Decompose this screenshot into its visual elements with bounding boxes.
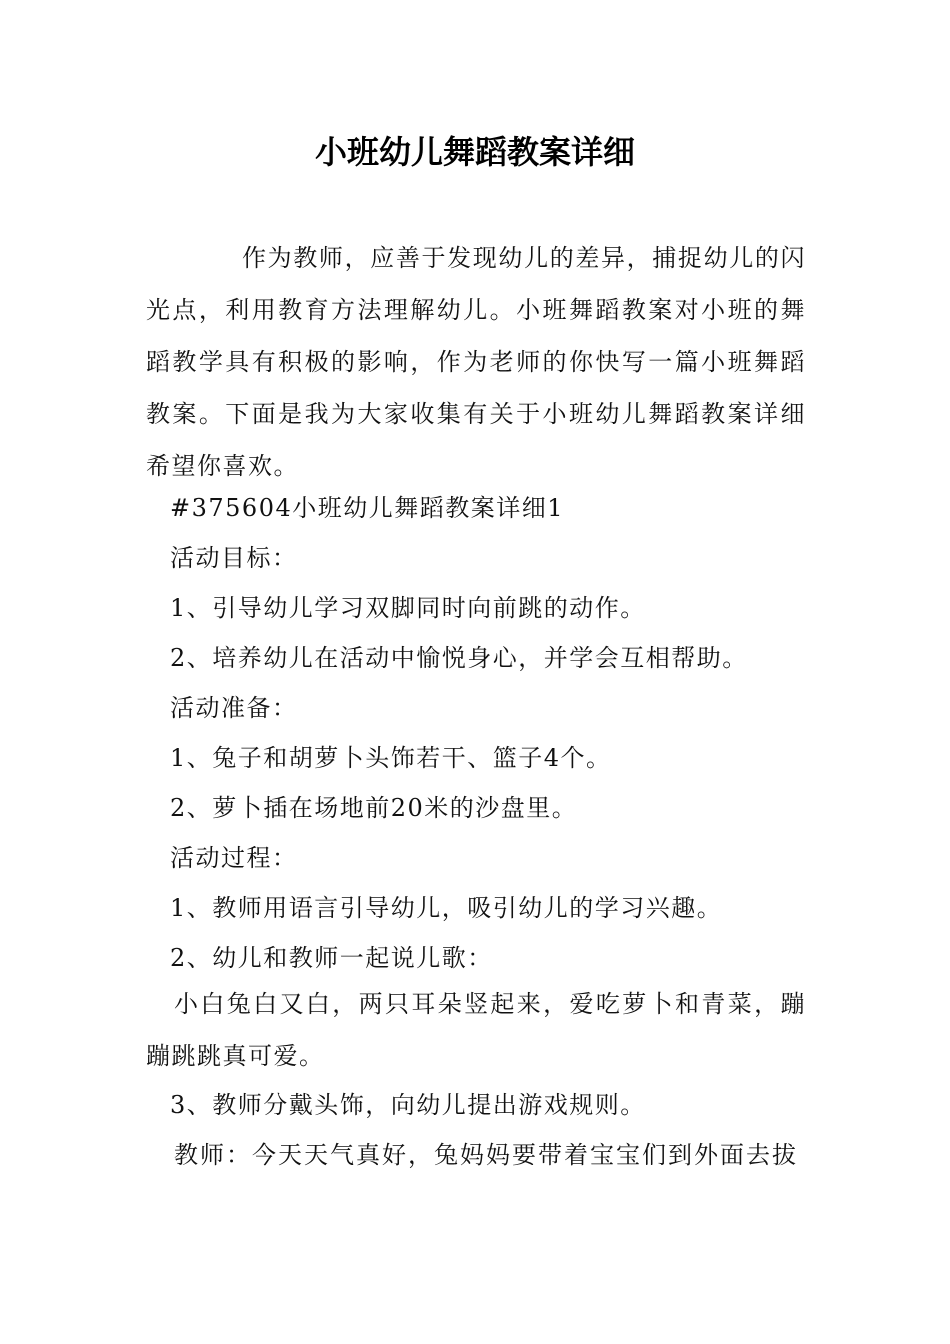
list-item: 1、教师用语言引导幼儿，吸引幼儿的学习兴趣。 [170,894,723,922]
list-item: 2、萝卜插在场地前20米的沙盘里。 [170,794,578,822]
document-title: 小班幼儿舞蹈教案详细 [314,133,635,171]
list-item: 活动准备： [170,694,298,722]
section-heading: #375604小班幼儿舞蹈教案详细1 [170,494,564,522]
teacher-line: 教师：今天天气真好，兔妈妈要带着宝宝们到外面去拔 [174,1141,798,1169]
list-item: 活动目标： [170,544,298,572]
lesson-lines [170,483,810,983]
teacher-block [174,1130,814,1180]
list-item: 2、幼儿和教师一起说儿歌： [170,944,493,972]
rhyme-paragraph: 小白兔白又白，两只耳朵竖起来，爱吃萝卜和青菜，蹦蹦跳跳真可爱。 [146,990,806,1070]
list-item: 3、教师分戴头饰，向幼儿提出游戏规则。 [170,1091,646,1119]
list-item: 2、培养幼儿在活动中愉悦身心，并学会互相帮助。 [170,644,748,672]
list-item: 1、引导幼儿学习双脚同时向前跳的动作。 [170,594,646,622]
step3-block [170,1080,810,1130]
intro-paragraph: 作为教师，应善于发现幼儿的差异，捕捉幼儿的闪光点，利用教育方法理解幼儿。小班舞蹈教案对小班的舞蹈教学具有积极的影响，作为老师的你快写一篇小班舞蹈教案。下面是我为大家收集有关于小班幼儿舞蹈教案详细希望你喜欢。 [146,244,806,480]
intro-block [146,232,806,492]
rhyme-block [146,978,806,1082]
list-item: 活动过程： [170,844,298,872]
list-item: 1、兔子和胡萝卜头饰若干、篮子4个。 [170,744,612,772]
